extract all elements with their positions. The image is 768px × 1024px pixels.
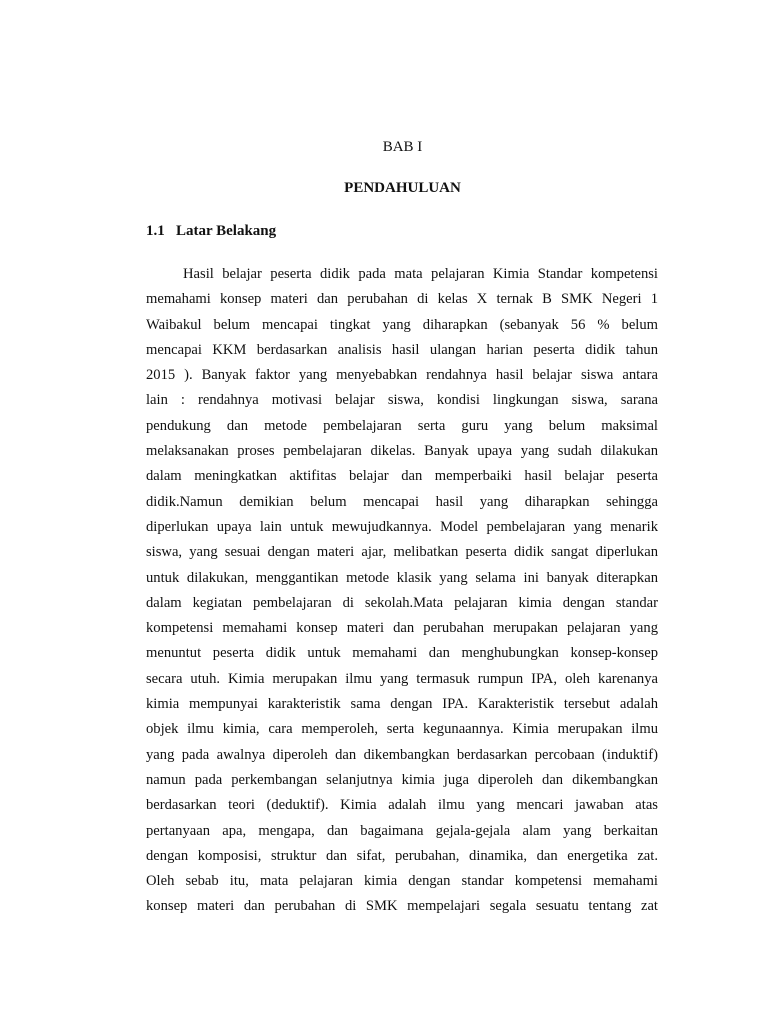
paragraph-line: objek ilmu kimia, cara memperoleh, serta kegunaannya. Kimia merupakan ilmu bbox=[146, 721, 658, 738]
paragraph-line: melaksanakan proses pembelajaran dikelas. Banyak upaya yang sudah dilakukan bbox=[146, 443, 658, 460]
paragraph-line: Waibakul belum mencapai tingkat yang diharapkan (sebanyak 56 % belum bbox=[146, 316, 658, 333]
section-heading bbox=[146, 221, 276, 241]
paragraph-line: konsep materi dan perubahan di SMK mempelajari segala sesuatu tentang zat bbox=[146, 898, 658, 915]
paragraph-line: dengan komposisi, struktur dan sifat, perubahan, dinamika, dan energetika zat. bbox=[146, 847, 658, 864]
paragraph-line: mencapai KKM berdasarkan analisis hasil ulangan harian peserta didik tahun bbox=[146, 341, 658, 358]
paragraph-line: untuk dilakukan, menggantikan metode klasik yang selama ini banyak diterapkan bbox=[146, 569, 658, 586]
paragraph-line: dalam meningkatkan aktifitas belajar dan memperbaiki hasil belajar peserta bbox=[146, 468, 658, 485]
chapter-title: PENDAHULUAN bbox=[344, 180, 461, 196]
paragraph-line: lain : rendahnya motivasi belajar siswa, kondisi lingkungan siswa, sarana bbox=[146, 392, 658, 409]
paragraph-line: kimia mempunyai karakteristik sama dengan IPA. Karakteristik tersebut adalah bbox=[146, 696, 658, 713]
section-title: Latar Belakang bbox=[176, 223, 277, 239]
paragraph-line: diperlukan upaya lain untuk mewujudkannya. Model pembelajaran yang menarik bbox=[146, 518, 658, 535]
paragraph-line: didik.Namun demikian belum mencapai hasil yang diharapkan sehingga bbox=[146, 493, 658, 510]
paragraph-line: 2015 ). Banyak faktor yang menyebabkan rendahnya hasil belajar siswa antara bbox=[146, 367, 658, 384]
paragraph-line: pertanyaan apa, mengapa, dan bagaimana gejala-gejala alam yang berkaitan bbox=[146, 822, 658, 839]
paragraph-line: yang pada awalnya diperoleh dan dikembangkan berdasarkan percobaan (induktif) bbox=[146, 746, 658, 763]
paragraph-line: menuntut peserta didik untuk memahami dan menghubungkan konsep-konsep bbox=[146, 645, 658, 662]
paragraph-line: kompetensi memahami konsep materi dan perubahan merupakan pelajaran yang bbox=[146, 620, 658, 637]
paragraph-line: secara utuh. Kimia merupakan ilmu yang termasuk rumpun IPA, oleh karenanya bbox=[146, 670, 658, 687]
paragraph-line: siswa, yang sesuai dengan materi ajar, melibatkan peserta didik sangat diperlukan bbox=[146, 544, 658, 561]
paragraph-line: Oleh sebab itu, mata pelajaran kimia dengan standar kompetensi memahami bbox=[146, 873, 658, 890]
chapter-label: BAB I bbox=[382, 139, 423, 155]
section-number: 1.1 bbox=[146, 223, 165, 239]
paragraph-line: memahami konsep materi dan perubahan di kelas X ternak B SMK Negeri 1 bbox=[146, 291, 658, 308]
paragraph-line: berdasarkan teori (deduktif). Kimia adalah ilmu yang mencari jawaban atas bbox=[146, 797, 658, 814]
paragraph-line: namun pada perkembangan selanjutnya kimia juga diperoleh dan dikembangkan bbox=[146, 771, 658, 788]
paragraph-line: dalam kegiatan pembelajaran di sekolah.Mata pelajaran kimia dengan standar bbox=[146, 594, 658, 611]
body-paragraph bbox=[146, 262, 658, 920]
paragraph-line: pendukung dan metode pembelajaran serta guru yang belum maksimal bbox=[146, 417, 658, 434]
paragraph-line: Hasil belajar peserta didik pada mata pelajaran Kimia Standar kompetensi bbox=[183, 266, 658, 282]
